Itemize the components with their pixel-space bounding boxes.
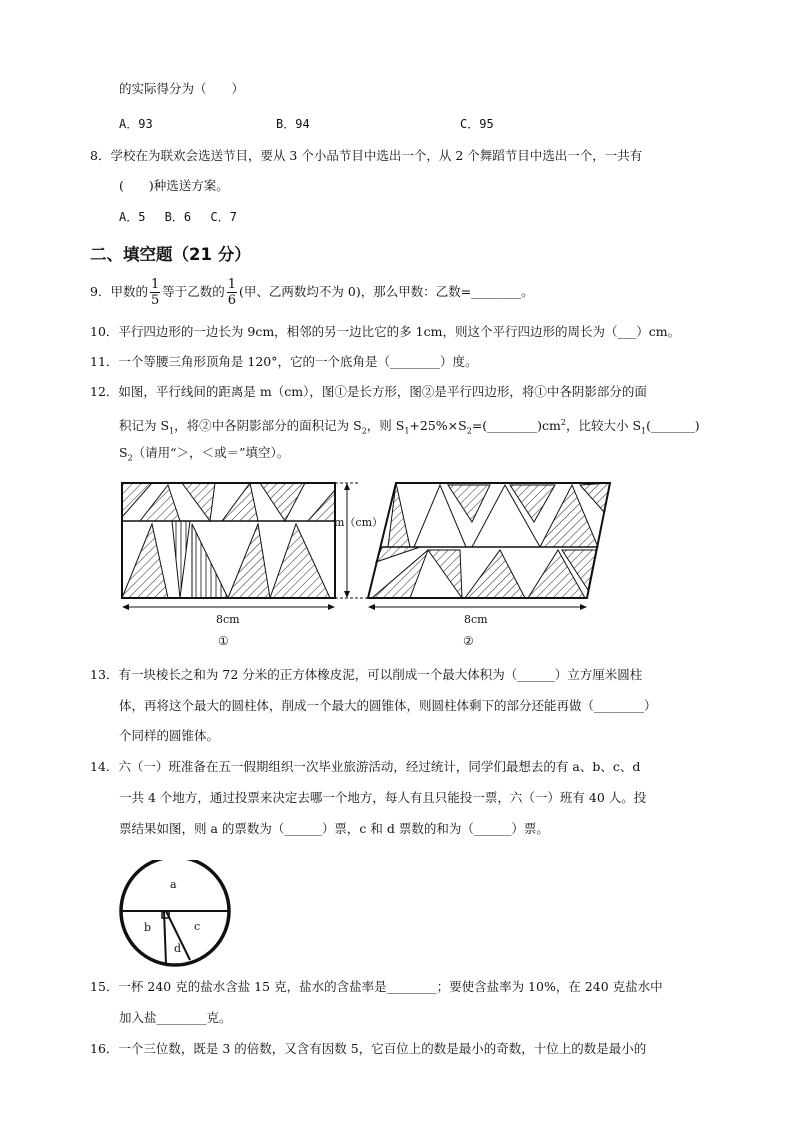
pie-divider-bd bbox=[164, 911, 166, 964]
q12-text: (_______) bbox=[646, 418, 700, 434]
q9-pre: 9．甲数的 bbox=[90, 284, 148, 299]
q12-text: ，则 S bbox=[366, 418, 405, 434]
q12-line3 bbox=[119, 444, 289, 468]
fraction-one-sixth bbox=[227, 277, 237, 308]
q15-line1: 15．一杯 240 克的盐水含盐 15 克，盐水的含盐率是________；要使含盐率为 10%，在 240 克盐水中 bbox=[90, 979, 663, 994]
subscript-1: 1 bbox=[404, 426, 410, 436]
q14-line1: 14．六（一）班准备在五一假期组织一次毕业旅游活动，经过统计，同学们最想去的有 a、b、c、d bbox=[90, 759, 641, 774]
q12-text: 积记为 S bbox=[119, 418, 170, 434]
caption-1: ① bbox=[218, 634, 229, 648]
subscript-2: 2 bbox=[127, 453, 133, 463]
subscript-2: 2 bbox=[466, 426, 472, 436]
subscript-1: 1 bbox=[169, 426, 175, 436]
label-m: m（cm） bbox=[334, 516, 384, 529]
q12-text: S bbox=[119, 445, 128, 460]
height-dimension bbox=[334, 483, 383, 598]
q12-line1: 12．如图，平行线间的距离是 m（cm），图①是长方形，图②是平行四边形，将①中各阴影部分的面 bbox=[90, 384, 647, 399]
q10-text: 10．平行四边形的一边长为 9cm，相邻的另一边比它的多 1cm，则这个平行四边形的周长为（___）cm。 bbox=[90, 324, 681, 339]
fraction-denominator: 6 bbox=[227, 293, 237, 308]
q16-line1: 16．一个三位数，既是 3 的倍数，又含有因数 5，它百位上的数是最小的奇数，十位上的数是最小的 bbox=[90, 1041, 647, 1056]
caption-2: ② bbox=[463, 634, 474, 648]
q15-line2: 加入盐________克。 bbox=[119, 1010, 232, 1025]
q11-text: 11．一个等腰三角形顶角是 120°，它的一个底角是（________）度。 bbox=[90, 354, 478, 369]
q7-tail-text: 的实际得分为（ ） bbox=[119, 81, 245, 96]
q8-line2: ( )种选送方案。 bbox=[119, 178, 229, 193]
q12-text: （请用“＞，＜或＝”填空）。 bbox=[132, 445, 290, 460]
pie-label-c: c bbox=[194, 920, 201, 933]
q9-post: (甲、乙两数均不为 0)，那么甲数：乙数=________。 bbox=[239, 284, 534, 299]
q9-line bbox=[90, 276, 534, 308]
vote-pie-chart bbox=[118, 860, 234, 970]
parallelogram-figure bbox=[368, 483, 610, 598]
label-8cm-1: 8cm bbox=[216, 613, 240, 626]
section-heading: 二、填空题（21 分） bbox=[90, 245, 251, 264]
fraction-denominator: 5 bbox=[150, 293, 160, 308]
q7-option-b: B．94 bbox=[276, 117, 310, 131]
superscript-2: 2 bbox=[560, 418, 566, 427]
q14-line2: 一共 4 个地方，通过投票来决定去哪一个地方，每人有且只能投一票，六（一）班有 40 人。投 bbox=[119, 790, 647, 805]
q12-line2 bbox=[119, 414, 700, 441]
pie-label-b: b bbox=[144, 921, 152, 934]
q12-text: +25%×S bbox=[409, 418, 467, 434]
rectangle-figure bbox=[122, 483, 335, 598]
q8-options: A．5 B．6 C．7 bbox=[119, 210, 237, 224]
width-dimension-2 bbox=[368, 604, 587, 648]
pie-label-a: a bbox=[170, 878, 177, 891]
width-dimension-1 bbox=[122, 604, 335, 648]
fraction-numerator: 1 bbox=[227, 277, 237, 292]
q13-line1: 13．有一块棱长之和为 72 分米的正方体橡皮泥，可以削成一个最大体积为（______）立方厘米圆柱 bbox=[90, 667, 643, 682]
q12-text: ，比较大小 S bbox=[566, 418, 642, 434]
q8-line1: 8．学校在为联欢会选送节目，要从 3 个小品节目中选出一个，从 2 个舞蹈节目中选出一个，一共有 bbox=[90, 148, 643, 163]
q13-line3: 个同样的圆锥体。 bbox=[119, 728, 220, 743]
q12-text: =(________)cm bbox=[471, 418, 561, 434]
fraction-one-fifth bbox=[150, 277, 160, 308]
pie-label-d: d bbox=[174, 942, 182, 955]
q9-mid: 等于乙数的 bbox=[162, 284, 225, 299]
q7-option-c: C．95 bbox=[460, 117, 494, 131]
q12-text: ，将②中各阴影部分的面积记为 S bbox=[174, 418, 362, 434]
figure-12 bbox=[110, 472, 630, 652]
q13-line2: 体，再将这个最大的圆柱体，削成一个最大的圆锥体，则圆柱体剩下的部分还能再做（________） bbox=[119, 698, 657, 713]
fraction-numerator: 1 bbox=[150, 277, 160, 292]
q14-line3: 票结果如图，则 a 的票数为（______）票，c 和 d 票数的和为（______）票。 bbox=[119, 821, 549, 836]
q7-option-a: A．93 bbox=[119, 117, 153, 131]
subscript-1: 1 bbox=[641, 426, 647, 436]
label-8cm-2: 8cm bbox=[464, 613, 488, 626]
subscript-2: 2 bbox=[361, 426, 367, 436]
